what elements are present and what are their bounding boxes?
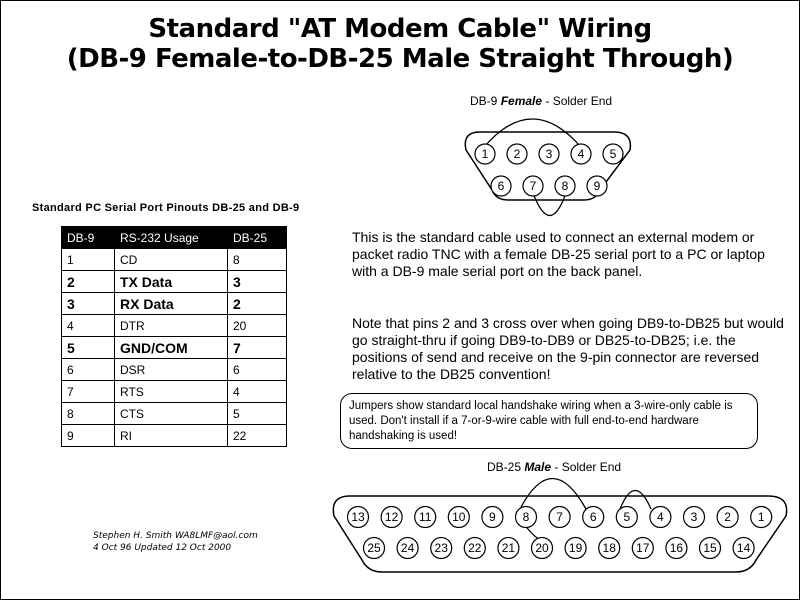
header-db9: DB-9 bbox=[62, 227, 115, 250]
cell-usage: TX Data bbox=[115, 271, 228, 293]
db25-label-suffix: - Solder End bbox=[551, 460, 622, 474]
db25-pin-label: 10 bbox=[452, 510, 466, 524]
table-row bbox=[62, 315, 287, 337]
db25-pin-label: 12 bbox=[384, 510, 399, 524]
title-line-1: Standard "AT Modem Cable" Wiring bbox=[148, 14, 652, 44]
cell-db25: 3 bbox=[228, 271, 287, 293]
db25-pin-label: 22 bbox=[468, 541, 482, 555]
db25-pin-label: 15 bbox=[703, 541, 717, 555]
db25-pin-label: 2 bbox=[724, 510, 731, 524]
db25-pin-label: 4 bbox=[657, 510, 664, 524]
header-db25: DB-25 bbox=[228, 227, 287, 250]
cell-usage: RX Data bbox=[115, 293, 228, 315]
cell-db9: 2 bbox=[62, 271, 115, 293]
db25-pin-label: 20 bbox=[535, 541, 549, 555]
table-row bbox=[62, 271, 287, 293]
db25-pin-label: 13 bbox=[351, 510, 365, 524]
pinout-title: Standard PC Serial Port Pinouts DB-25 and DB-9 bbox=[32, 202, 300, 214]
signature-line-1: Stephen H. Smith WA8LMF@aol.com bbox=[93, 531, 258, 541]
table-row bbox=[62, 249, 287, 271]
db25-pin-label: 11 bbox=[418, 510, 432, 524]
cell-usage: CTS bbox=[115, 403, 228, 425]
cell-db25: 4 bbox=[228, 381, 287, 403]
db9-pins bbox=[475, 144, 623, 196]
db25-pin-label: 3 bbox=[690, 510, 698, 524]
cell-db9: 8 bbox=[62, 403, 115, 425]
cell-usage: DSR bbox=[115, 359, 228, 381]
cell-usage: CD bbox=[115, 249, 228, 271]
db9-pin-label: 7 bbox=[529, 179, 537, 193]
pinout-table bbox=[61, 226, 287, 447]
db9-pin-label: 2 bbox=[513, 147, 521, 161]
db25-pin-label: 9 bbox=[489, 510, 496, 524]
db25-pin-label: 24 bbox=[400, 541, 415, 555]
cell-db9: 1 bbox=[62, 249, 115, 271]
cell-db9: 6 bbox=[62, 359, 115, 381]
cell-usage: DTR bbox=[115, 315, 228, 337]
db25-pin-label: 19 bbox=[568, 541, 583, 555]
db9-pin-label: 3 bbox=[545, 147, 553, 161]
cell-usage: RTS bbox=[115, 381, 228, 403]
db25-pin-label: 8 bbox=[522, 510, 530, 524]
table-row bbox=[62, 425, 287, 447]
cell-usage: GND/COM bbox=[115, 337, 228, 359]
db25-pin-label: 18 bbox=[602, 541, 616, 555]
db25-pin-label: 25 bbox=[367, 541, 381, 555]
signature-line-2: 4 Oct 96 Updated 12 Oct 2000 bbox=[93, 543, 232, 553]
pinout-header-row bbox=[62, 227, 287, 250]
db9-pin-label: 5 bbox=[609, 147, 617, 161]
db25-pin-label: 1 bbox=[757, 510, 765, 524]
table-row bbox=[62, 381, 287, 403]
cell-db9: 7 bbox=[62, 381, 115, 403]
db9-pin-label: 6 bbox=[497, 179, 505, 193]
db25-pin-label: 14 bbox=[736, 541, 751, 555]
cell-db25: 6 bbox=[228, 359, 287, 381]
table-row bbox=[62, 337, 287, 359]
cell-db25: 20 bbox=[228, 315, 287, 337]
cell-db25: 2 bbox=[228, 293, 287, 315]
db25-pin-label: 21 bbox=[501, 541, 516, 555]
db25-pin-label: 7 bbox=[556, 510, 563, 524]
db25-pin-label: 6 bbox=[589, 510, 597, 524]
db25-label-emph: Male bbox=[524, 460, 552, 474]
db9-pin-label: 1 bbox=[481, 147, 489, 161]
cell-db25: 8 bbox=[228, 249, 287, 271]
db25-pin-label: 23 bbox=[434, 541, 448, 555]
cell-usage: RI bbox=[115, 425, 228, 447]
cell-db9: 4 bbox=[62, 315, 115, 337]
header-usage: RS-232 Usage bbox=[115, 227, 228, 250]
table-row bbox=[62, 359, 287, 381]
db9-pin-label: 8 bbox=[561, 179, 569, 193]
db25-pins bbox=[348, 507, 772, 559]
jumper-note: Jumpers show standard local handshake wiring when a 3-wire-only cable is used. Don't install if a 7-or-9-wire cable with full end-to-end hardware handshaking is used! bbox=[340, 393, 758, 449]
db25-label-prefix: DB-25 bbox=[487, 460, 525, 474]
cell-db9: 9 bbox=[62, 425, 115, 447]
db9-label-emph: Female bbox=[500, 94, 543, 108]
db25-jumper-6-8-20 bbox=[520, 479, 586, 510]
db25-pin-label: 17 bbox=[636, 541, 650, 555]
db9-label-prefix: DB-9 bbox=[470, 94, 501, 108]
description-para-2: Note that pins 2 and 3 cross over when going DB9-to-DB25 but would go straight-thru if going DB9-to-DB9 or DB25-to-DB25; i.e. the positions of send and receive on the 9-pin connector are reversed relative to the DB25 convention! bbox=[352, 315, 784, 382]
cell-db9: 5 bbox=[62, 337, 115, 359]
db25-pin-label: 5 bbox=[623, 510, 631, 524]
table-row bbox=[62, 293, 287, 315]
cell-db9: 3 bbox=[62, 293, 115, 315]
description-para-1: This is the standard cable used to connect an external modem or packet radio TNC with a female DB-25 serial port to a PC or laptop with a DB-9 male serial port on the back panel. bbox=[352, 229, 765, 279]
db25-pin-label: 16 bbox=[669, 541, 684, 555]
db9-pin-label: 4 bbox=[577, 147, 585, 161]
cell-db25: 22 bbox=[228, 425, 287, 447]
db9-jumper-7-8 bbox=[533, 193, 566, 216]
cell-db25: 5 bbox=[228, 403, 287, 425]
db9-label-suffix: - Solder End bbox=[542, 94, 613, 108]
table-row bbox=[62, 403, 287, 425]
cell-db25: 7 bbox=[228, 337, 287, 359]
db9-pin-label: 9 bbox=[593, 179, 601, 193]
title-line-2: (DB-9 Female-to-DB-25 Male Straight Through) bbox=[66, 44, 734, 74]
